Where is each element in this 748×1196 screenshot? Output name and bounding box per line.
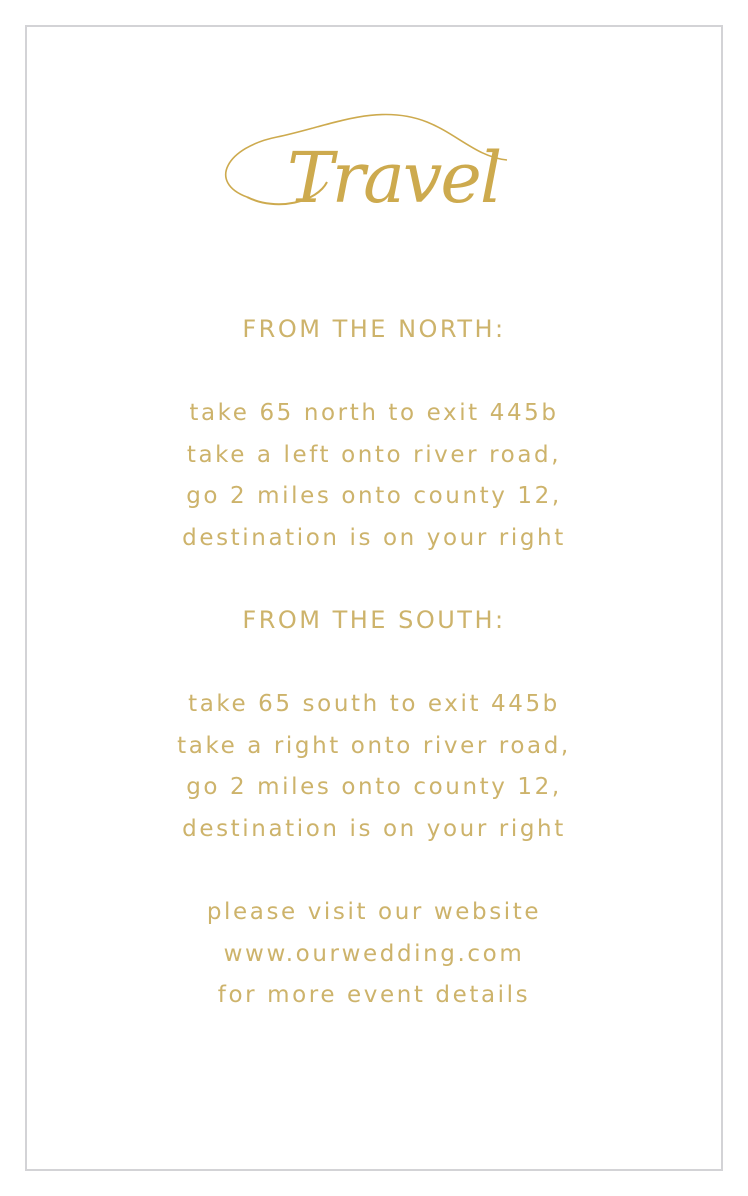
title-text: Travel xyxy=(287,137,501,219)
south-line-2: take a right onto river road, xyxy=(177,732,571,759)
title-block xyxy=(27,102,721,242)
travel-card xyxy=(25,25,723,1171)
south-section xyxy=(27,600,721,641)
script-title xyxy=(207,102,547,222)
north-section xyxy=(27,309,721,350)
south-line-3: go 2 miles onto county 12, xyxy=(186,774,562,800)
north-directions xyxy=(27,393,721,559)
south-directions xyxy=(27,684,721,850)
footer-line-3: for more event details xyxy=(217,982,531,1008)
north-heading: FROM THE NORTH: xyxy=(242,315,506,343)
footer-line-1: please visit our website xyxy=(206,899,542,925)
south-line-4: destination is on your right xyxy=(182,815,566,842)
south-line-1: take 65 south to exit 445b xyxy=(188,691,560,717)
north-line-2: take a left onto river road, xyxy=(186,441,562,468)
footer-section xyxy=(27,892,721,1017)
north-line-3: go 2 miles onto county 12, xyxy=(186,483,562,509)
north-line-4: destination is on your right xyxy=(182,524,566,551)
website-link[interactable]: www.ourwedding.com xyxy=(223,940,525,967)
south-heading: FROM THE SOUTH: xyxy=(242,606,506,634)
north-line-1: take 65 north to exit 445b xyxy=(189,400,559,426)
